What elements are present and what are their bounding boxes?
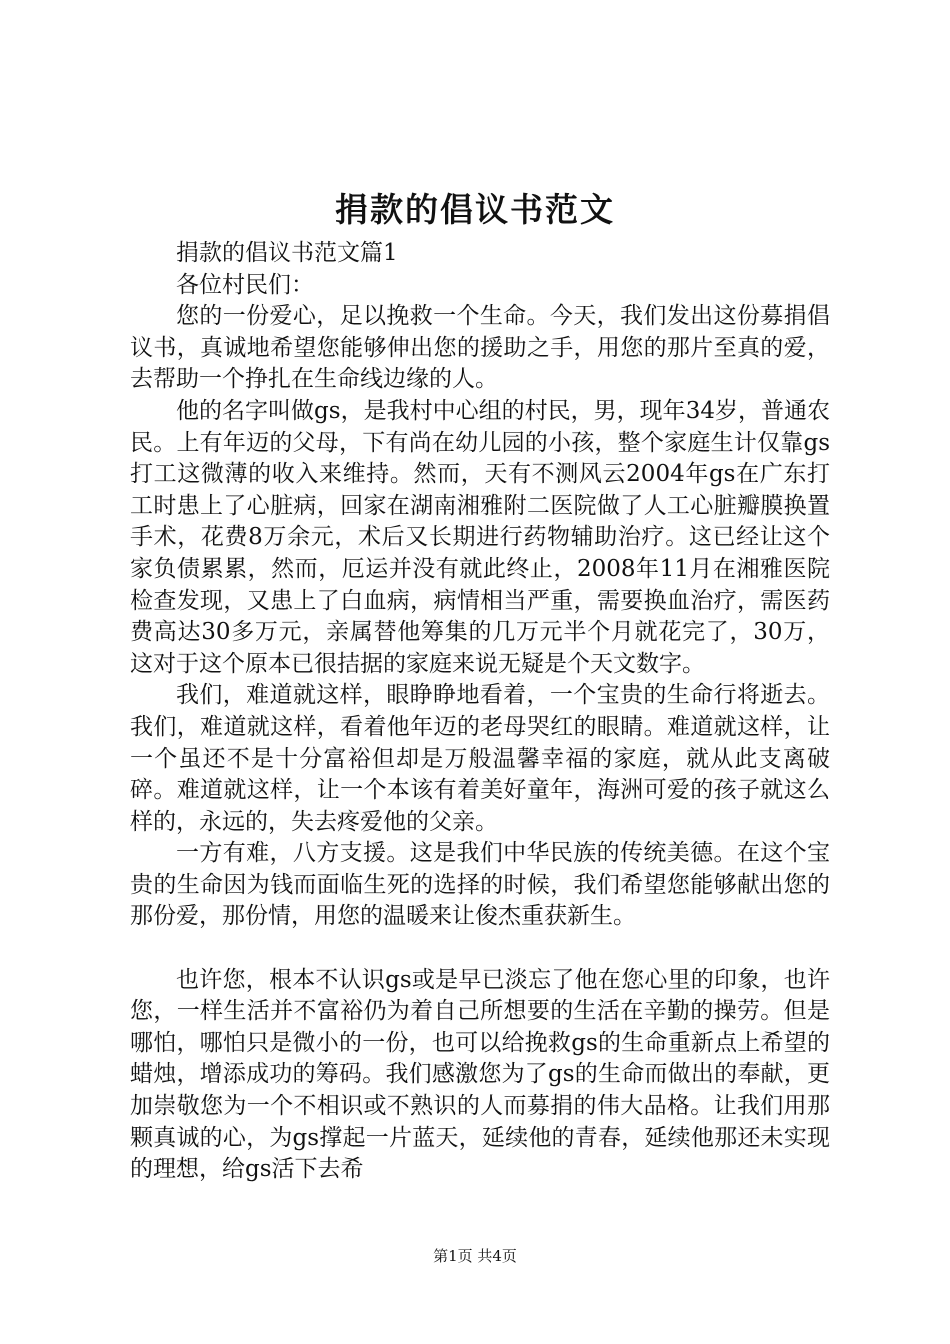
document-body xyxy=(130,238,830,1186)
section-heading: 捐款的倡议书范文篇1 xyxy=(176,240,398,266)
paragraph-intro: 您的一份爱心，足以挽救一个生命。今天，我们发出这份募捐倡议书，真诚地希望您能够伸出您的援助之手，用您的那片至真的爱，去帮助一个挣扎在生命线边缘的人。 xyxy=(130,303,830,393)
paragraph-background: 他的名字叫做gs，是我村中心组的村民，男，现年34岁，普通农民。上有年迈的父母，下有尚在幼儿园的小孩，整个家庭生计仅靠gs打工这微薄的收入来维持。然而，天有不测风云2004年gs在广东打工时患上了心脏病，回家在湖南湘雅附二医院做了人工心脏瓣膜换置手术，花费8万余元，术后又长期进行药物辅助治疗。这已经让这个家负债累累，然而，厄运并没有就此终止，2008年11月在湘雅医院检查发现，又患上了白血病，病情相当严重，需要换血治疗，需医药费高达30多万元，亲属替他筹集的几万元半个月就花完了，30万，这对于这个原本已很拮据的家庭来说无疑是个天文数字。 xyxy=(130,397,830,677)
paragraph-tradition: 一方有难，八方支援。这是我们中华民族的传统美德。在这个宝贵的生命因为钱而面临生死的选择的时候，我们希望您能够献出您的那份爱，那份情，用您的温暖来让俊杰重获新生。 xyxy=(130,840,830,930)
paragraph-closing: 也许您，根本不认识gs或是早已淡忘了他在您心里的印象，也许您，一样生活并不富裕仍为着自己所想要的生活在辛勤的操劳。但是哪怕，哪怕只是微小的一份，也可以给挽救gs的生命重新点上希望的蜡烛，增添成功的筹码。我们感激您为了gs的生命而做出的奉献，更加崇敬您为一个不相识或不熟识的人而募捐的伟大品格。让我们用那颗真诚的心，为gs撑起一片蓝天，延续他的青春，延续他那还未实现的理想，给gs活下去希 xyxy=(130,966,830,1183)
paragraph-appeal: 我们，难道就这样，眼睁睁地看着，一个宝贵的生命行将逝去。我们，难道就这样，看着他年迈的老母哭红的眼睛。难道就这样，让一个虽还不是十分富裕但却是万般温馨幸福的家庭，就从此支离破碎。难道就这样，让一个本该有着美好童年，海洲可爱的孩子就这么样的，永远的，失去疼爱他的父亲。 xyxy=(130,682,830,835)
document-title: 捐款的倡议书范文 xyxy=(335,190,615,229)
salutation: 各位村民们： xyxy=(176,271,314,298)
page-footer: 第1页 共4页 xyxy=(433,1247,517,1265)
paragraph-gap xyxy=(130,933,830,965)
